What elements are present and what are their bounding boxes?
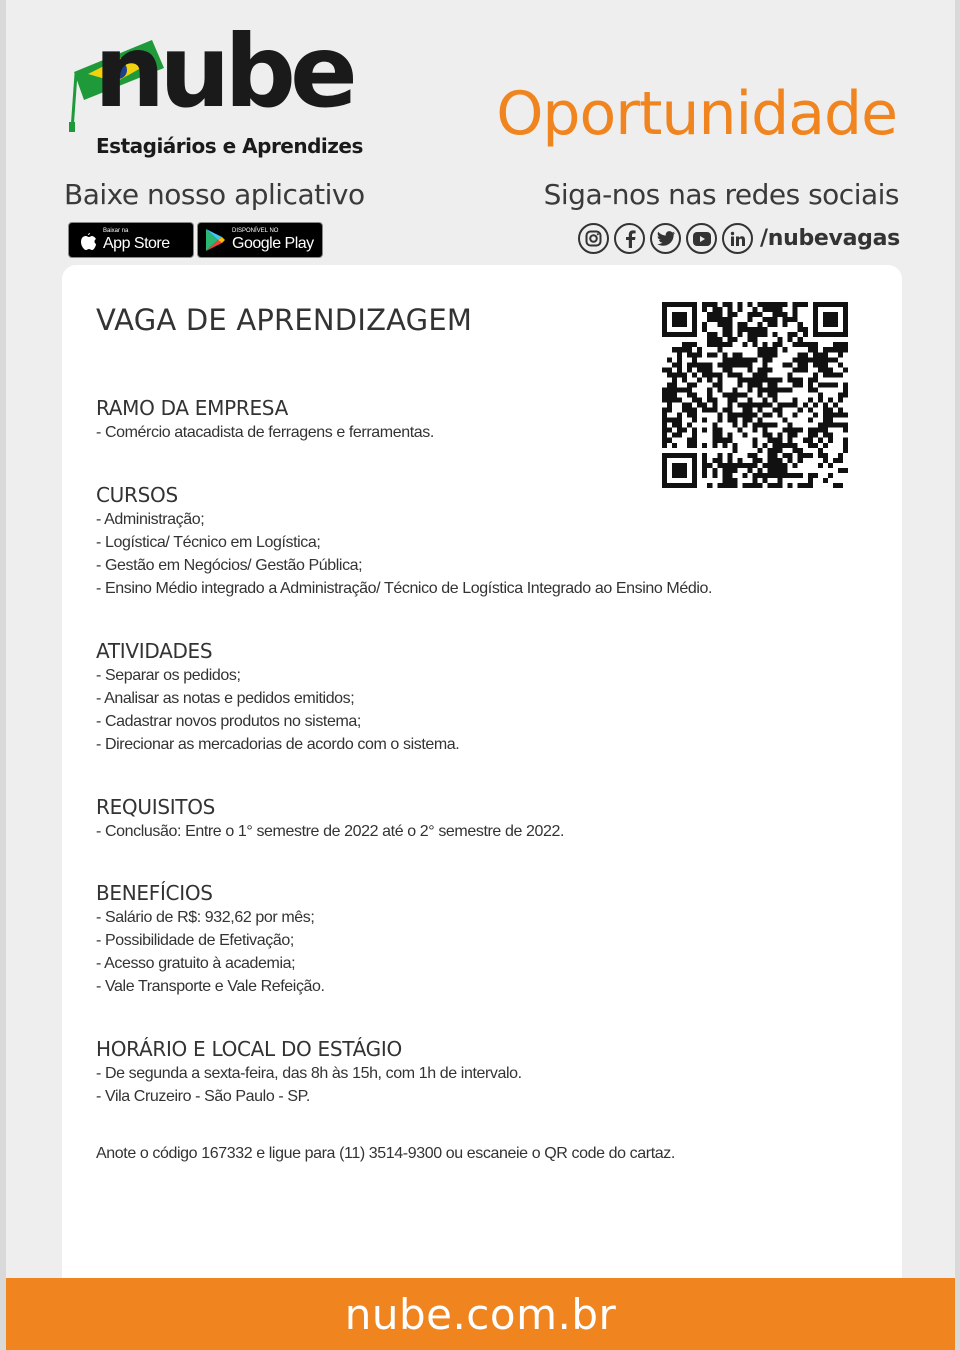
section-line: - Ensino Médio integrado a Administração/ Técnico de Logística Integrado ao Ensino Médio. [96,580,713,597]
app-store-small-text: Baixar na [103,228,129,234]
social-label: Siga-nos nas redes sociais [543,178,899,211]
google-play-icon [204,228,226,252]
section-line: - Cadastrar novos produtos no sistema; [96,713,361,730]
app-store-badge[interactable] [68,222,194,258]
section-line: - Salário de R$: 932,62 por mês; [96,909,315,926]
headline: Oportunidade [496,79,897,149]
logo-tagline: Estagiários e Aprendizes [96,134,363,158]
section-heading: RAMO DA EMPRESA [96,396,288,420]
section-beneficios [96,880,876,998]
section-heading: HORÁRIO E LOCAL DO ESTÁGIO [96,1037,402,1061]
social-links [578,223,900,254]
linkedin-icon[interactable] [722,223,753,254]
section-line: - Vila Cruzeiro - São Paulo - SP. [96,1088,310,1105]
section-atividades [96,638,876,756]
section-horario-local [96,1036,876,1108]
facebook-icon[interactable] [614,223,645,254]
nube-logo [64,13,374,168]
contact-note: Anote o código 167332 e ligue para (11) 3514-9300 ou escaneie o QR code do cartaz. [96,1145,675,1162]
section-line: - Acesso gratuito à academia; [96,955,296,972]
section-line: - Gestão em Negócios/ Gestão Pública; [96,557,363,574]
job-title: VAGA DE APRENDIZAGEM [96,303,473,337]
section-line: - Comércio atacadista de ferragens e ferramentas. [96,424,434,441]
section-ramo [96,395,876,444]
poster [6,0,955,1350]
google-play-badge[interactable] [197,222,323,258]
section-line: - Logística/ Técnico em Logística; [96,534,321,551]
section-line: - Direcionar as mercadorias de acordo com o sistema. [96,736,460,753]
apple-icon [75,228,97,252]
section-line: - Separar os pedidos; [96,667,241,684]
section-line: - Analisar as notas e pedidos emitidos; [96,690,355,707]
google-play-small-text: DISPONÍVEL NO [232,228,279,234]
section-line: - Conclusão: Entre o 1° semestre de 2022 até o 2° semestre de 2022. [96,823,565,840]
section-heading: REQUISITOS [96,795,216,819]
section-requisitos [96,794,876,843]
section-line: - Administração; [96,511,205,528]
twitter-icon[interactable] [650,223,681,254]
footer-bar [6,1278,955,1350]
social-handle[interactable]: /nubevagas [760,226,900,251]
app-store-text: App Store [103,235,170,252]
section-heading: BENEFÍCIOS [96,881,213,905]
google-play-text: Google Play [232,235,314,252]
app-download-label: Baixe nosso aplicativo [64,178,365,211]
section-heading: CURSOS [96,483,178,507]
logo-wordmark: nube [94,13,352,130]
job-card [62,265,902,1295]
section-line: - De segunda a sexta-feira, das 8h às 15h, com 1h de intervalo. [96,1065,522,1082]
youtube-icon[interactable] [686,223,717,254]
section-line: - Possibilidade de Efetivação; [96,932,294,949]
footer-url[interactable]: nube.com.br [344,1289,617,1339]
section-cursos [96,482,876,600]
section-line: - Vale Transporte e Vale Refeição. [96,978,325,995]
instagram-icon[interactable] [578,223,609,254]
section-heading: ATIVIDADES [96,639,213,663]
